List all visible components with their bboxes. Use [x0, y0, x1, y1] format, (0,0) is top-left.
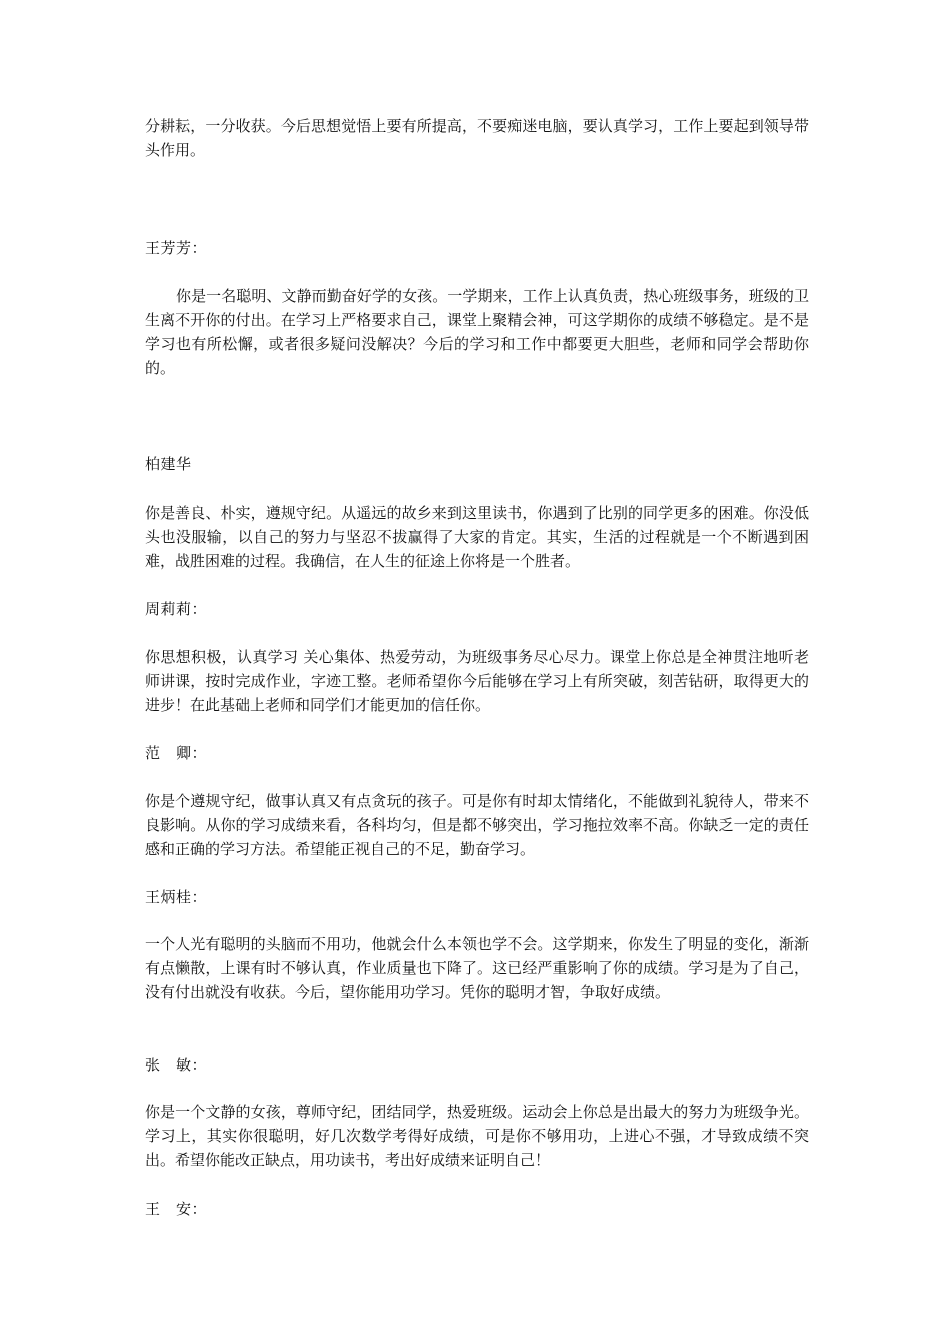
student-comment: 你是一名聪明、文静而勤奋好学的女孩。一学期来，工作上认真负责，热心班级事务，班级的卫生离不开你的付出。在学习上严格要求自己，课堂上聚精会神，可这学期你的成绩不够稳定。是不是学习也有所松懈，或者很多疑问没解决？今后的学习和工作中都要更大胆些，老师和同学会帮助你的。: [145, 287, 809, 377]
student-comment: 你思想积极，认真学习 关心集体、热爱劳动，为班级事务尽心尽力。课堂上你总是全神贯注地听老师讲课，按时完成作业，字迹工整。老师希望你今后能够在学习上有所突破，刻苦钻研，取得更大的进步！在此基础上老师和同学们才能更加的信任你。: [145, 648, 809, 714]
intro-paragraph: 分耕耘，一分收获。今后思想觉悟上要有所提高，不要痴迷电脑，要认真学习，工作上要起到领导带头作用。: [145, 117, 809, 159]
student-name: 王 安：: [145, 1200, 208, 1218]
student-name: 范 卿：: [145, 744, 208, 762]
student-comment: 你是善良、朴实，遵规守纪。从遥远的故乡来到这里读书，你遇到了比别的同学更多的困难。你没低头也没服输，以自己的努力与坚忍不拔赢得了大家的肯定。其实，生活的过程就是一个不断遇到困难，战胜困难的过程。我确信，在人生的征途上你将是一个胜者。: [145, 504, 809, 570]
student-name: 王芳芳：: [145, 239, 208, 257]
student-name: 张 敏：: [145, 1056, 208, 1074]
student-name: 柏建华: [145, 455, 192, 473]
student-comment: 你是一个文静的女孩，尊师守纪，团结同学，热爱班级。运动会上你总是出最大的努力为班级争光。学习上，其实你很聪明，好几次数学考得好成绩，可是你不够用功，上进心不强，才导致成绩不突出。希望你能改正缺点，用功读书，考出好成绩来证明自己！: [145, 1103, 809, 1169]
student-name: 王炳桂：: [145, 888, 208, 906]
student-comment: 你是个遵规守纪，做事认真又有点贪玩的孩子。可是你有时却太情绪化，不能做到礼貌待人，带来不良影响。从你的学习成绩来看，各科均匀，但是都不够突出，学习拖拉效率不高。你缺乏一定的责任感和正确的学习方法。希望能正视自己的不足，勤奋学习。: [145, 792, 809, 858]
student-comment: 一个人光有聪明的头脑而不用功，他就会什么本领也学不会。这学期来，你发生了明显的变化，渐渐有点懒散，上课有时不够认真，作业质量也下降了。这已经严重影响了你的成绩。学习是为了自己，没有付出就没有收获。今后，望你能用功学习。凭你的聪明才智，争取好成绩。: [145, 935, 809, 1001]
student-name: 周莉莉：: [145, 600, 208, 618]
